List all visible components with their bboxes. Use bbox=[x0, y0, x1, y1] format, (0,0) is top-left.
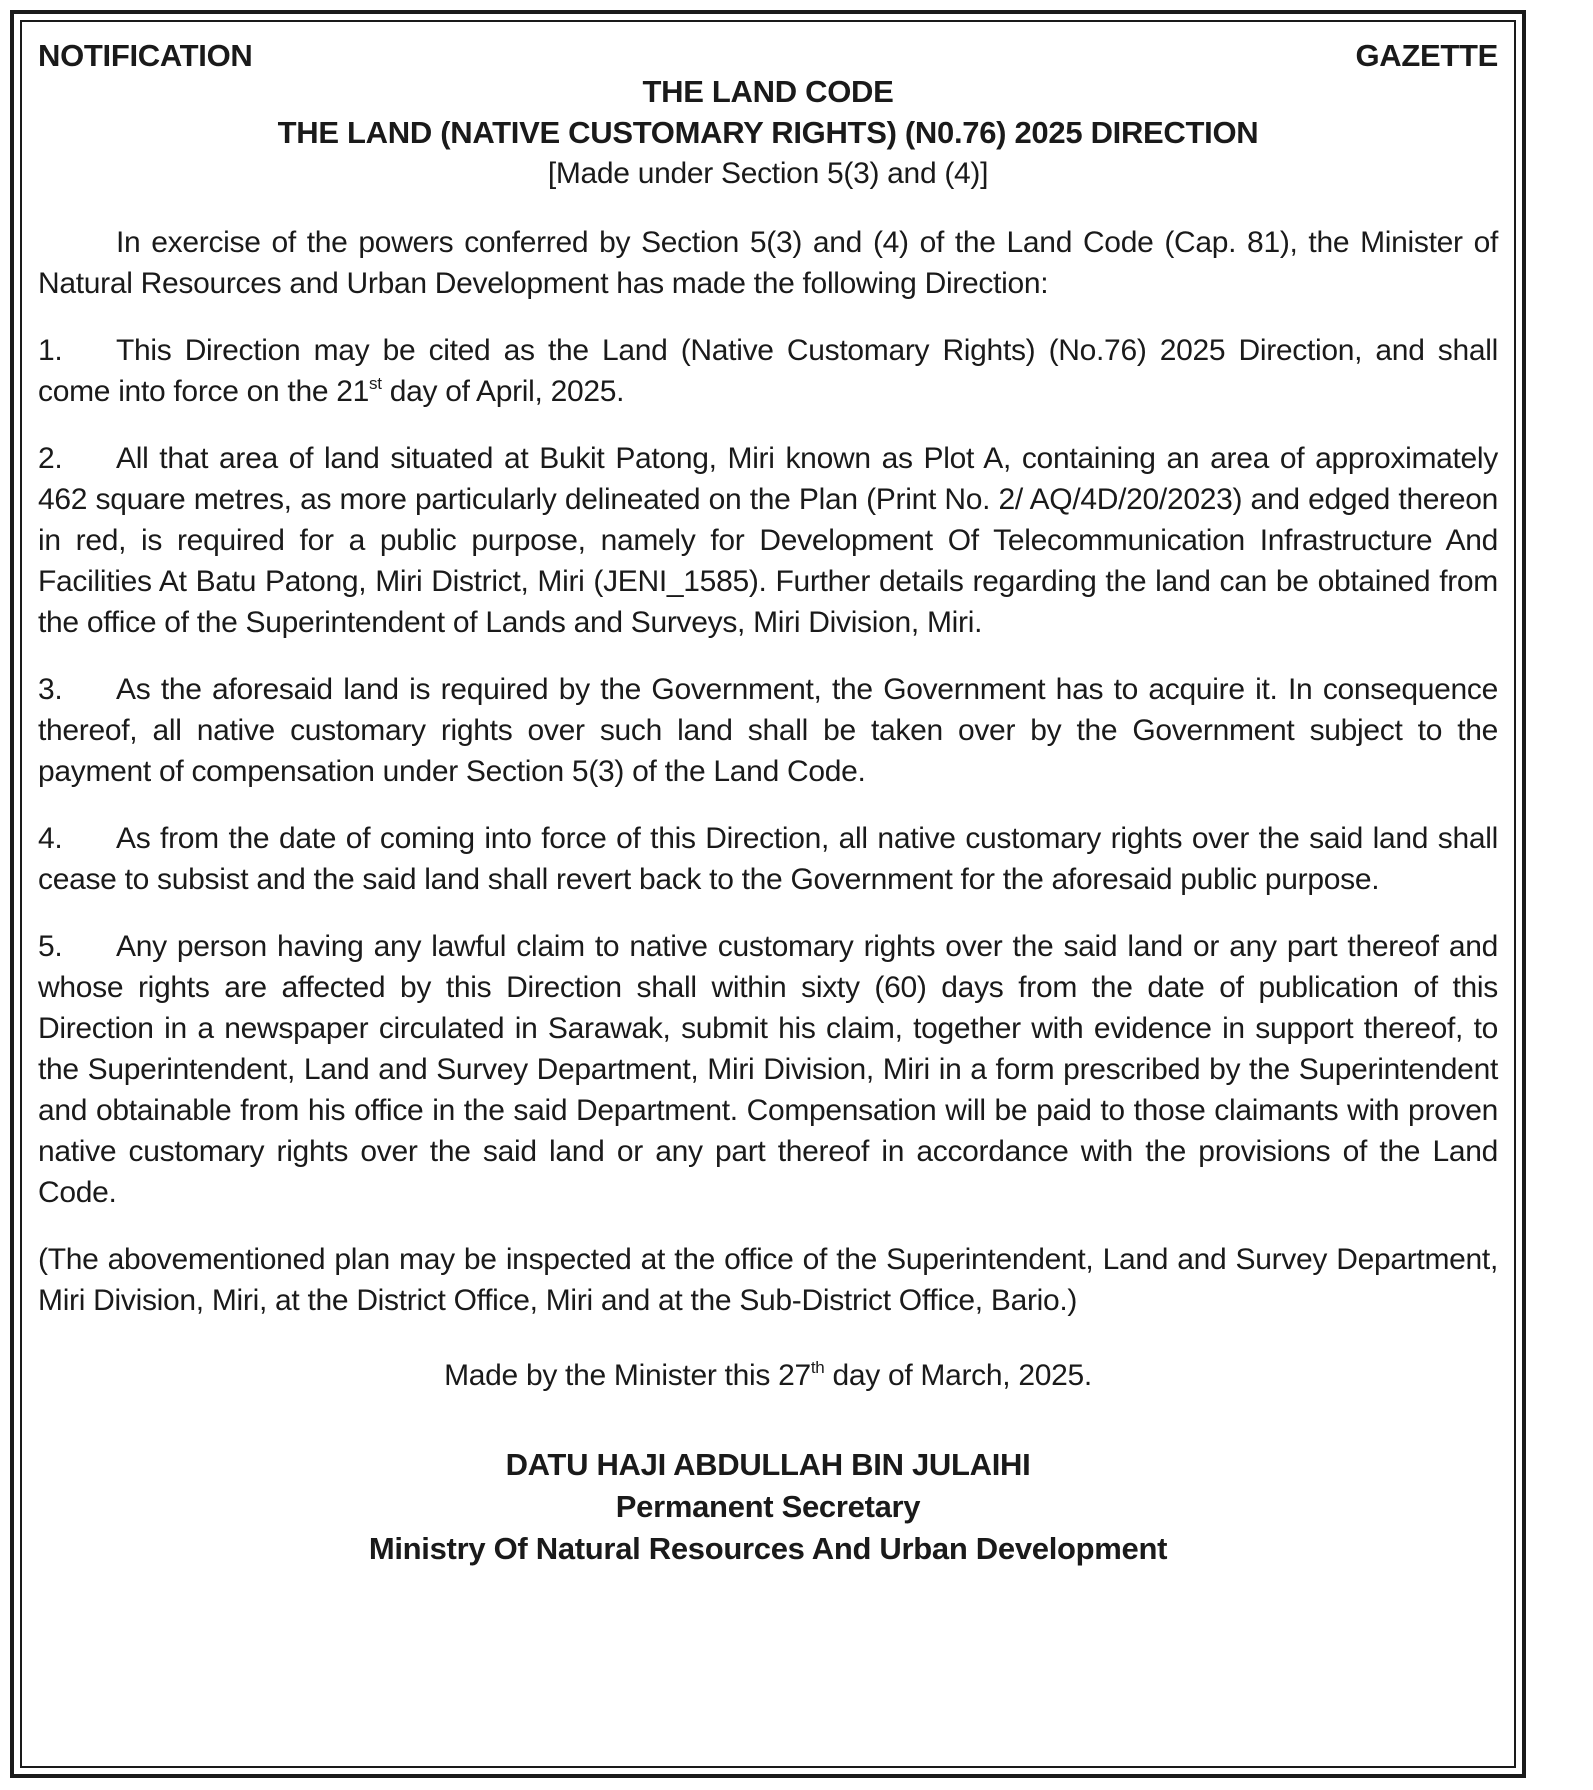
inspection-note: (The abovementioned plan may be inspected at the office of the Superintendent, Land and Survey Department, Miri Division, Miri, at the District Office, Miri and at the Sub-District Office, Bario.) bbox=[38, 1243, 1498, 1317]
clause-1 bbox=[38, 330, 1498, 412]
clause-number: 4. bbox=[38, 822, 63, 855]
clause-text: Any person having any lawful claim to native customary rights over the said land or any part thereof and whose rights are affected by this Direction shall within sixty (60) days from the date of publication of this Direction in a newspaper circulated in Sarawak, submit his claim, together with evidence in support thereof, to the Superintendent, Land and Survey Department, Miri Division, Miri in a form prescribed by the Superintendent and obtainable from his office in the said Department. Compensation will be paid to those claimants with proven native customary rights over the said land or any part thereof in accordance with the provisions of the Land Code. bbox=[38, 930, 1498, 1209]
clause-number: 1. bbox=[38, 334, 63, 367]
preamble-paragraph: In exercise of the powers conferred by Section 5(3) and (4) of the Land Code (Cap. 81), the Minister of Natural Resources and Urban Development has made the following Direction: bbox=[38, 226, 1498, 300]
clause-text: As the aforesaid land is required by the Government, the Government has to acquire it. In consequence thereof, all native customary rights over such land shall be taken over by the Government subject to the payment of compensation under Section 5(3) of the Land Code. bbox=[38, 673, 1498, 788]
clause-number: 5. bbox=[38, 930, 63, 963]
superscript: th bbox=[810, 1358, 825, 1377]
notification-label: NOTIFICATION bbox=[38, 38, 253, 73]
made-under-section: [Made under Section 5(3) and (4)] bbox=[547, 157, 989, 190]
gazette-label: GAZETTE bbox=[1355, 38, 1498, 73]
clause-3 bbox=[38, 669, 1498, 792]
signature-block bbox=[38, 1444, 1498, 1570]
made-by-text-end: day of March, 2025. bbox=[824, 1359, 1092, 1392]
made-by-line bbox=[38, 1355, 1498, 1396]
signatory-position: Permanent Secretary bbox=[615, 1489, 921, 1524]
clause-number: 2. bbox=[38, 442, 63, 475]
clause-5 bbox=[38, 926, 1498, 1213]
clause-text: As from the date of coming into force of this Direction, all native customary rights over the said land shall cease to subsist and the said land shall revert back to the Government for the aforesaid public purpose. bbox=[38, 822, 1498, 896]
title-direction: THE LAND (NATIVE CUSTOMARY RIGHTS) (N0.76) 2025 DIRECTION bbox=[277, 115, 1259, 150]
superscript: st bbox=[369, 374, 382, 393]
clause-text-end: day of April, 2025. bbox=[381, 375, 625, 408]
clause-text: This Direction may be cited as the Land (Native Customary Rights) (No.76) 2025 Direction, and shall come into force on the 21 bbox=[38, 334, 1498, 408]
gazette-notice bbox=[38, 30, 1498, 1570]
title-land-code: THE LAND CODE bbox=[642, 74, 894, 109]
clause-4 bbox=[38, 818, 1498, 900]
signatory-ministry: Ministry Of Natural Resources And Urban Development bbox=[368, 1531, 1168, 1566]
made-by-text: Made by the Minister this 27 bbox=[444, 1359, 811, 1392]
signatory-name: DATU HAJI ABDULLAH BIN JULAIHI bbox=[505, 1447, 1031, 1482]
clause-text: All that area of land situated at Bukit Patong, Miri known as Plot A, containing an area of approximately 462 square metres, as more particularly delineated on the Plan (Print No. 2/ AQ/4D/20/2023) and edged thereon in red, is required for a public purpose, namely for Development Of Telecommunication Infrastructure And Facilities At Batu Patong, Miri District, Miri (JENI_1585). Further details regarding the land can be obtained from the office of the Superintendent of Lands and Surveys, Miri Division, Miri. bbox=[38, 442, 1498, 639]
clause-number: 3. bbox=[38, 673, 63, 706]
clause-2 bbox=[38, 438, 1498, 643]
